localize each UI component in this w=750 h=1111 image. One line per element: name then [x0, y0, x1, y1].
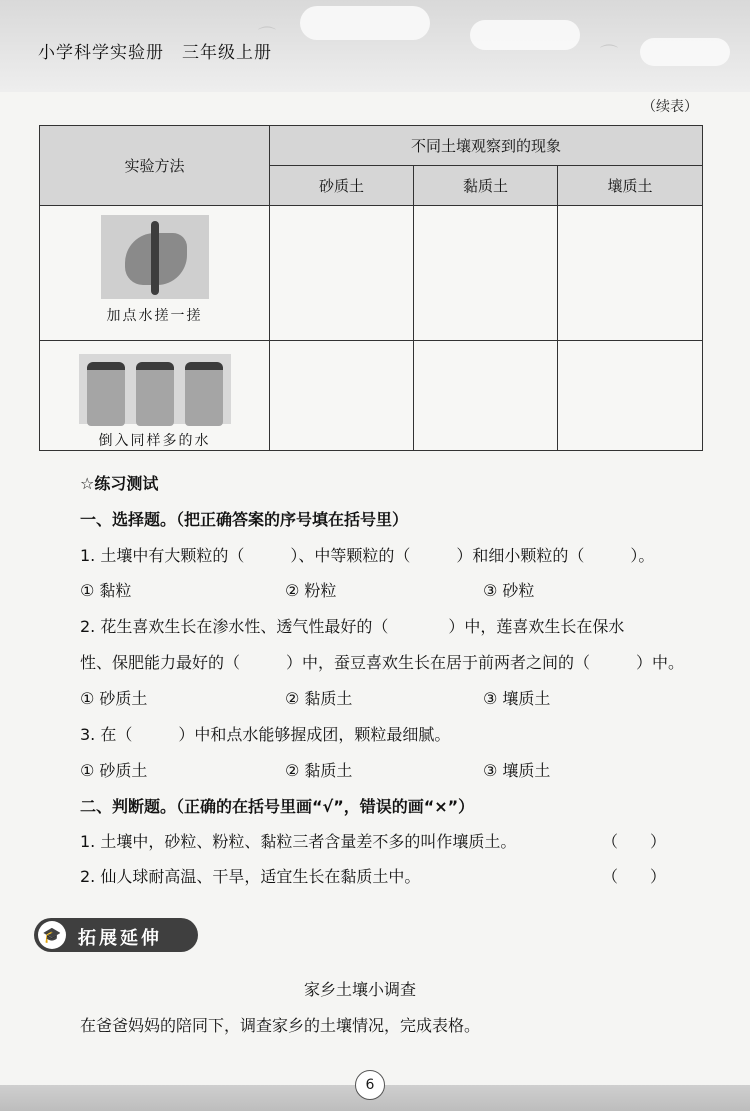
- option-item: ② 黏质土: [285, 761, 353, 780]
- option-item: ③ 壤质土: [483, 761, 551, 780]
- question-2-line-1: 2. 花生喜欢生长在渗水性、透气性最好的（ ）中，莲喜欢生长在保水: [80, 617, 625, 636]
- extension-label: 拓展延伸: [78, 928, 162, 949]
- cloud-decoration: [300, 6, 430, 40]
- survey-title: 家乡土壤小调查: [304, 980, 417, 999]
- section-judge-heading: 二、判断题。（正确的在括号里画“√”，错误的画“×”）: [80, 797, 475, 816]
- option-item: ③ 砂粒: [483, 581, 535, 600]
- method-cell: [40, 341, 270, 451]
- cloud-decoration: [470, 20, 580, 50]
- observation-header: 不同土壤观察到的现象: [270, 126, 703, 166]
- question-3: 3. 在（ ）中和点水能够握成团，颗粒最细腻。: [80, 725, 451, 744]
- answer-blank[interactable]: （ ）: [602, 832, 667, 851]
- answer-blank[interactable]: （ ）: [602, 867, 667, 886]
- method-cell: [40, 206, 270, 341]
- answer-cell[interactable]: [414, 341, 558, 451]
- option-item: ① 砂质土: [80, 761, 148, 780]
- continued-note: （续表）: [642, 99, 698, 115]
- method-header: 实验方法: [40, 126, 270, 206]
- cups-photo: [79, 354, 231, 424]
- option-item: ① 砂质土: [80, 689, 148, 708]
- graduation-cap-icon: 🎓: [38, 921, 66, 949]
- option-item: ② 黏质土: [285, 689, 353, 708]
- method-caption: 加点水搓一搓: [106, 308, 203, 324]
- bird-icon: ⌒: [600, 44, 618, 65]
- answer-cell[interactable]: [270, 341, 414, 451]
- cup-shape: [185, 362, 223, 426]
- soil-column-header: 壤质土: [558, 166, 703, 206]
- option-item: ③ 壤质土: [483, 689, 551, 708]
- judge-item-2: 2. 仙人球耐高温、干旱，适宜生长在黏质土中。: [80, 867, 421, 886]
- extension-banner: [34, 918, 198, 952]
- book-title: 小学科学实验册 三年级上册: [38, 43, 272, 63]
- answer-cell[interactable]: [558, 206, 703, 341]
- hand-rubbing-photo: [101, 215, 209, 299]
- option-item: ② 粉粒: [285, 581, 337, 600]
- page-number: 6: [355, 1070, 385, 1100]
- cloud-decoration: [640, 38, 730, 66]
- question-1: 1. 土壤中有大颗粒的（ ）、中等颗粒的（ ）和细小颗粒的（ ）。: [80, 546, 655, 565]
- section-choice-heading: 一、选择题。（把正确答案的序号填在括号里）: [80, 510, 409, 529]
- finger-shape: [151, 221, 159, 295]
- method-caption: 倒入同样多的水: [98, 433, 211, 449]
- judge-item-1: 1. 土壤中，砂粒、粉粒、黏粒三者含量差不多的叫作壤质土。: [80, 832, 517, 851]
- option-item: ① 黏粒: [80, 581, 132, 600]
- soil-column-header: 砂质土: [270, 166, 414, 206]
- soil-column-header: 黏质土: [414, 166, 558, 206]
- practice-title: ☆练习测试: [80, 474, 159, 493]
- question-2-line-2: 性、保肥能力最好的（ ）中，蚕豆喜欢生长在居于前两者之间的（ ）中。: [80, 653, 685, 672]
- observation-table: [39, 125, 703, 451]
- cup-shape: [136, 362, 174, 426]
- cup-shape: [87, 362, 125, 426]
- answer-cell[interactable]: [414, 206, 558, 341]
- survey-instruction: 在爸爸妈妈的陪同下，调查家乡的土壤情况，完成表格。: [80, 1016, 481, 1035]
- answer-cell[interactable]: [270, 206, 414, 341]
- bird-icon: ⌒: [258, 26, 276, 47]
- answer-cell[interactable]: [558, 341, 703, 451]
